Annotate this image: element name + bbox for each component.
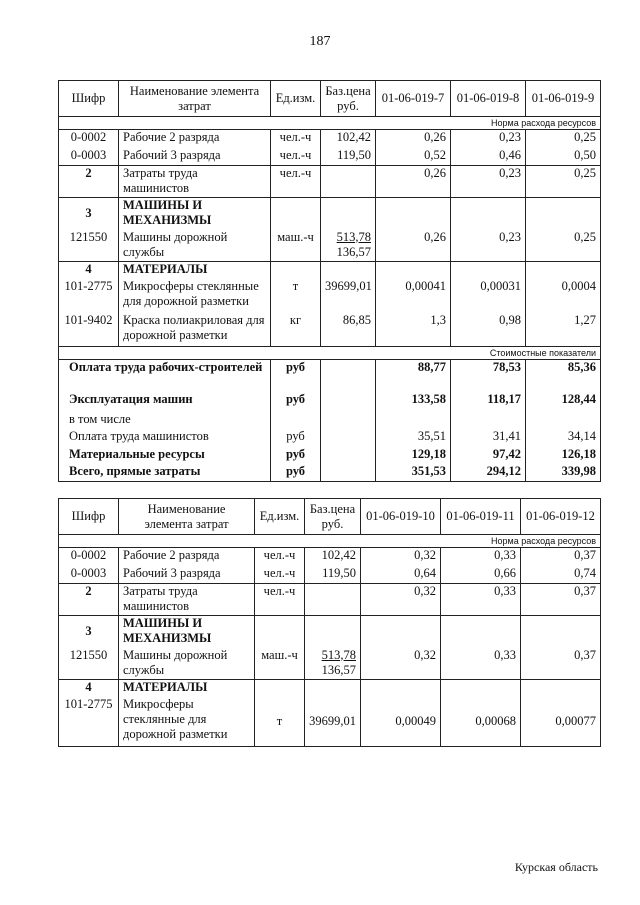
section-code: 3 (59, 616, 119, 648)
cost-value-3: 339,98 (526, 464, 601, 482)
row-unit: кг (271, 313, 321, 347)
col-header-code-2: 01-06-019-11 (441, 499, 521, 535)
row-value-3: 0,37 (521, 584, 601, 616)
row-value-1: 0,32 (361, 648, 441, 680)
row-value-1: 0,00049 (361, 697, 441, 747)
row-name: Микросферы стеклянные для дорожной разметки (119, 279, 271, 313)
cost-value-3: 128,44 (526, 392, 601, 412)
cost-value-3: 85,36 (526, 360, 601, 392)
row-value-2: 0,00031 (451, 279, 526, 313)
row-price (305, 584, 361, 616)
col-header-code-3: 01-06-019-9 (526, 81, 601, 117)
cost-name: в том числе (59, 412, 271, 429)
row-name: Машины дорожной службы (119, 230, 271, 262)
cost-label-row (59, 347, 601, 360)
row-value-2: 0,33 (441, 584, 521, 616)
row-value-3: 0,25 (526, 166, 601, 198)
row-price: 119,50 (321, 148, 376, 166)
table-header (59, 499, 601, 535)
col-header-name: Наименование элемента затрат (119, 499, 255, 535)
section-row (59, 680, 601, 697)
row-value-2: 0,66 (441, 566, 521, 584)
cost-name: Эксплуатация машин (59, 392, 271, 412)
row-price: 39699,01 (321, 279, 376, 313)
cost-value-1: 351,53 (376, 464, 451, 482)
row-name: Машины дорожной службы (119, 648, 255, 680)
row-code: 101-2775 (59, 279, 119, 313)
col-header-unit: Ед.изм. (271, 81, 321, 117)
table-row (59, 313, 601, 347)
row-name: Краска полиакриловая для дорожной разметки (119, 313, 271, 347)
row-code: 0-0002 (59, 130, 119, 148)
cost-unit: руб (271, 464, 321, 482)
col-header-code: Шифр (59, 81, 119, 117)
row-value-2: 0,98 (451, 313, 526, 347)
row-code: 101-9402 (59, 313, 119, 347)
footer-region: Курская область (514, 860, 598, 874)
row-unit: чел.-ч (271, 148, 321, 166)
cost-name: Оплата труда машинистов (59, 429, 271, 447)
col-header-code: Шифр (59, 499, 119, 535)
row-code: 101-2775 (59, 697, 119, 747)
table-row (59, 166, 601, 198)
row-value-1: 0,00041 (376, 279, 451, 313)
row-value-2: 0,46 (451, 148, 526, 166)
row-name: Рабочий 3 разряда (119, 566, 255, 584)
row-value-1: 1,3 (376, 313, 451, 347)
row-price (321, 166, 376, 198)
row-value-1: 0,52 (376, 148, 451, 166)
cost-value-2: 118,17 (451, 392, 526, 412)
section-row (59, 198, 601, 230)
cost-unit: руб (271, 429, 321, 447)
cost-row (59, 429, 601, 447)
col-header-unit: Ед.изм. (255, 499, 305, 535)
section-title: МАШИНЫ И МЕХАНИЗМЫ (119, 198, 271, 230)
row-unit: чел.-ч (255, 584, 305, 616)
price-primary: 513,78 (336, 229, 371, 244)
price-secondary: 136,57 (321, 662, 356, 677)
section-code: 4 (59, 680, 119, 697)
row-price (305, 648, 361, 680)
col-header-code-2: 01-06-019-8 (451, 81, 526, 117)
row-name: Рабочие 2 разряда (119, 548, 255, 566)
cost-value-1: 129,18 (376, 447, 451, 464)
row-unit: чел.-ч (271, 166, 321, 198)
row-price: 102,42 (321, 130, 376, 148)
row-price: 119,50 (305, 566, 361, 584)
cost-name: Оплата труда рабочих-строителей (59, 360, 271, 392)
cost-row (59, 412, 601, 429)
section-code: 3 (59, 198, 119, 230)
row-unit: маш.-ч (271, 230, 321, 262)
row-price: 86,85 (321, 313, 376, 347)
row-unit: чел.-ч (255, 566, 305, 584)
row-value-3: 0,37 (521, 548, 601, 566)
row-price: 39699,01 (305, 697, 361, 747)
cost-value-2: 294,12 (451, 464, 526, 482)
section-row (59, 262, 601, 279)
row-value-3: 1,27 (526, 313, 601, 347)
table-row (59, 130, 601, 148)
row-value-3: 0,37 (521, 648, 601, 680)
cost-name: Материальные ресурсы (59, 447, 271, 464)
cost-row (59, 392, 601, 412)
cost-name: Всего, прямые затраты (59, 464, 271, 482)
row-unit: чел.-ч (255, 548, 305, 566)
row-code: 121550 (59, 648, 119, 680)
row-name: Рабочий 3 разряда (119, 148, 271, 166)
cost-unit: руб (271, 447, 321, 464)
row-value-2: 0,33 (441, 548, 521, 566)
col-header-price: Баз.цена руб. (321, 81, 376, 117)
row-value-1: 0,26 (376, 130, 451, 148)
row-value-2: 0,33 (441, 648, 521, 680)
table-header (59, 81, 601, 117)
cost-value-3: 126,18 (526, 447, 601, 464)
col-header-code-3: 01-06-019-12 (521, 499, 601, 535)
price-secondary: 136,57 (336, 244, 371, 259)
row-value-3: 0,00077 (521, 697, 601, 747)
row-price: 102,42 (305, 548, 361, 566)
row-value-2: 0,23 (451, 230, 526, 262)
cost-value-2: 31,41 (451, 429, 526, 447)
col-header-code-1: 01-06-019-10 (361, 499, 441, 535)
row-code: 2 (59, 584, 119, 616)
row-value-2: 0,23 (451, 130, 526, 148)
price-primary: 513,78 (321, 647, 356, 662)
table-row (59, 697, 601, 747)
norm-label-row (59, 117, 601, 130)
row-value-3: 0,0004 (526, 279, 601, 313)
row-price (321, 230, 376, 262)
col-header-name: Наименование элемента затрат (119, 81, 271, 117)
row-code: 0-0002 (59, 548, 119, 566)
row-code: 0-0003 (59, 148, 119, 166)
row-unit: т (255, 697, 305, 747)
row-value-1: 0,32 (361, 584, 441, 616)
row-name: Рабочие 2 разряда (119, 130, 271, 148)
section-title: МАШИНЫ И МЕХАНИЗМЫ (119, 616, 255, 648)
table-row (59, 584, 601, 616)
row-value-3: 0,50 (526, 148, 601, 166)
row-value-1: 0,32 (361, 548, 441, 566)
table-row (59, 279, 601, 313)
section-code: 4 (59, 262, 119, 279)
page-number: 187 (309, 34, 331, 49)
row-value-1: 0,64 (361, 566, 441, 584)
cost-unit: руб (271, 392, 321, 412)
row-code: 2 (59, 166, 119, 198)
row-value-2: 0,00068 (441, 697, 521, 747)
cost-value-3: 34,14 (526, 429, 601, 447)
cost-row (59, 447, 601, 464)
row-value-1: 0,26 (376, 230, 451, 262)
norm-label: Норма расхода ресурсов (59, 535, 601, 548)
row-value-3: 0,25 (526, 230, 601, 262)
section-row (59, 616, 601, 648)
section-title: МАТЕРИАЛЫ (119, 680, 255, 697)
cost-value-2: 78,53 (451, 360, 526, 392)
row-name: Микросферы стеклянные для дорожной разметки (119, 697, 255, 747)
cost-value-2: 97,42 (451, 447, 526, 464)
row-code: 0-0003 (59, 566, 119, 584)
col-header-price: Баз.цена руб. (305, 499, 361, 535)
resource-table-2 (58, 498, 601, 747)
resource-table-1 (58, 80, 601, 482)
col-header-code-1: 01-06-019-7 (376, 81, 451, 117)
cost-value-1: 88,77 (376, 360, 451, 392)
row-value-2: 0,23 (451, 166, 526, 198)
row-value-3: 0,25 (526, 130, 601, 148)
cost-label: Стоимостные показатели (59, 347, 601, 360)
row-value-3: 0,74 (521, 566, 601, 584)
cost-row (59, 464, 601, 482)
row-value-1: 0,26 (376, 166, 451, 198)
table-row (59, 230, 601, 262)
row-unit: маш.-ч (255, 648, 305, 680)
table-row (59, 548, 601, 566)
norm-label-row (59, 535, 601, 548)
norm-label: Норма расхода ресурсов (59, 117, 601, 130)
row-code: 121550 (59, 230, 119, 262)
cost-value-1: 35,51 (376, 429, 451, 447)
row-unit: чел.-ч (271, 130, 321, 148)
table-row (59, 148, 601, 166)
table-row (59, 566, 601, 584)
row-name: Затраты труда машинистов (119, 584, 255, 616)
row-unit: т (271, 279, 321, 313)
section-title: МАТЕРИАЛЫ (119, 262, 271, 279)
table-row (59, 648, 601, 680)
row-name: Затраты труда машинистов (119, 166, 271, 198)
cost-row (59, 360, 601, 392)
cost-unit: руб (271, 360, 321, 392)
cost-value-1: 133,58 (376, 392, 451, 412)
